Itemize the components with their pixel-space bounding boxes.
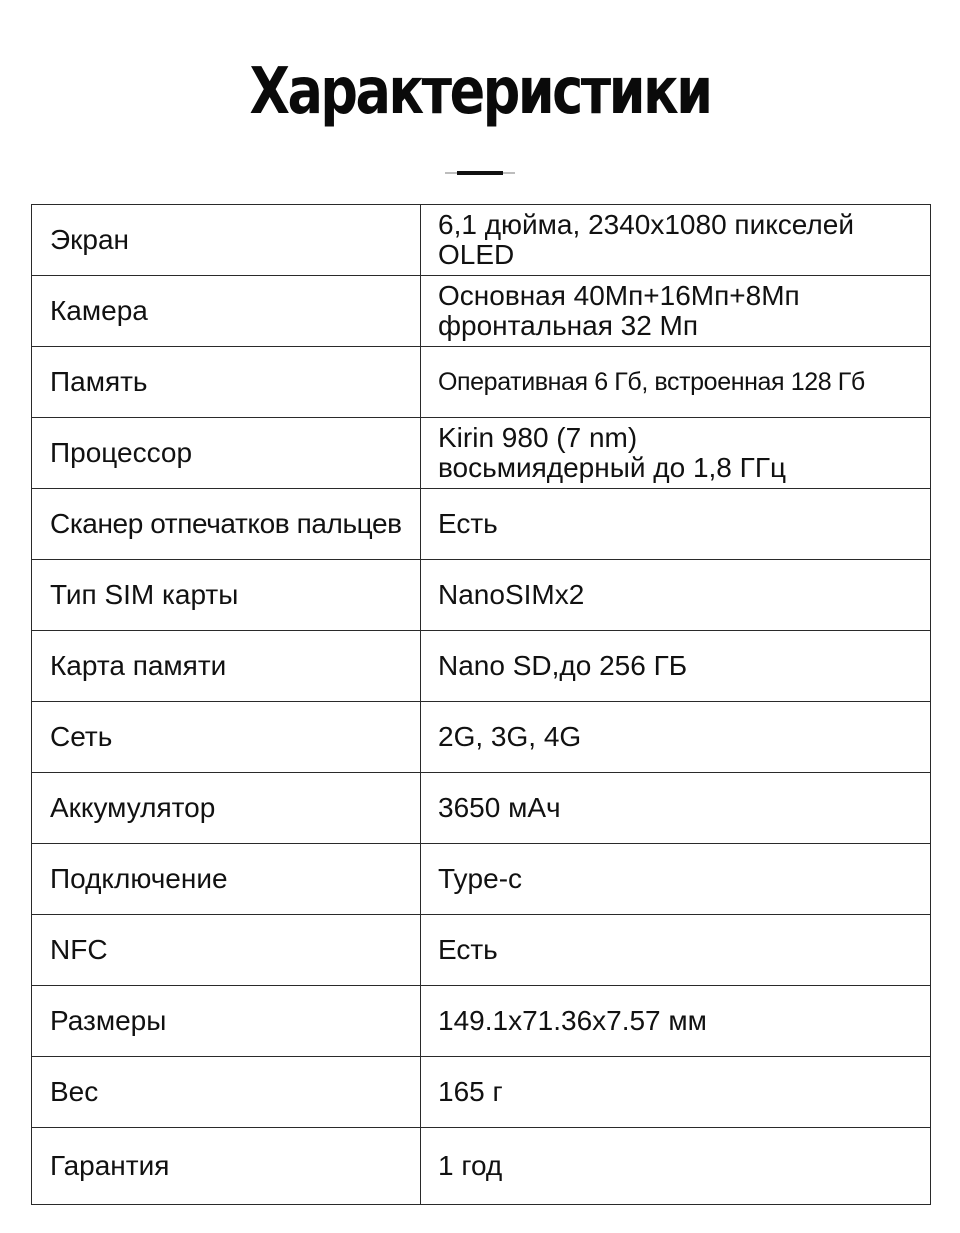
spec-label: Гарантия [32,1128,421,1205]
spec-value-line: Есть [438,508,498,539]
spec-value-line: восьмиядерный до 1,8 ГГц [438,452,787,483]
spec-value [421,347,931,418]
table-row [32,347,931,418]
table-row [32,773,931,844]
spec-label: Вес [32,1057,421,1128]
table-row [32,205,931,276]
spec-value [421,631,931,702]
spec-value [421,844,931,915]
spec-value-line: NanoSIMx2 [438,579,585,610]
title-divider-accent [457,171,503,175]
spec-label: Сканер отпечатков пальцев [32,489,421,560]
spec-label: Карта памяти [32,631,421,702]
table-row [32,1128,931,1205]
table-row [32,1057,931,1128]
spec-value [421,986,931,1057]
spec-value-line: 1 год [438,1150,503,1181]
spec-value [421,1128,931,1205]
table-row [32,276,931,347]
spec-value-line: Есть [438,934,498,965]
spec-value-line: фронтальная 32 Мп [438,310,699,341]
spec-label: Сеть [32,702,421,773]
spec-table [31,204,931,1205]
spec-value [421,915,931,986]
table-row [32,560,931,631]
spec-value [421,702,931,773]
spec-value [421,1057,931,1128]
spec-value-line: 3650 мАч [438,792,561,823]
spec-label: Тип SIM карты [32,560,421,631]
spec-label: Память [32,347,421,418]
spec-value-line: 6,1 дюйма, 2340x1080 пикселей [438,209,854,240]
spec-label: Процессор [32,418,421,489]
table-row [32,844,931,915]
spec-label: Аккумулятор [32,773,421,844]
table-row [32,986,931,1057]
spec-value-line: Основная 40Мп+16Мп+8Мп [438,280,800,311]
spec-value-line: Type-c [438,863,523,894]
spec-value [421,489,931,560]
page-title: Характеристики [249,55,711,129]
spec-value-line: Nano SD,до 256 ГБ [438,650,688,681]
spec-label: Размеры [32,986,421,1057]
table-row [32,702,931,773]
spec-value-line: Оперативная 6 Гб, встроенная 128 Гб [438,368,865,396]
spec-value-line: 149.1x71.36x7.57 мм [438,1005,707,1036]
spec-value-line: 2G, 3G, 4G [438,721,582,752]
spec-value-line: OLED [438,239,515,270]
spec-value [421,205,931,276]
spec-value [421,773,931,844]
spec-value-line: 165 г [438,1076,503,1107]
spec-label: NFC [32,915,421,986]
spec-label: Подключение [32,844,421,915]
spec-value [421,276,931,347]
table-row [32,489,931,560]
spec-value-line: Kirin 980 (7 nm) [438,422,638,453]
spec-value [421,418,931,489]
table-row [32,915,931,986]
spec-label: Экран [32,205,421,276]
spec-value [421,560,931,631]
table-row [32,418,931,489]
table-row [32,631,931,702]
spec-label: Камера [32,276,421,347]
